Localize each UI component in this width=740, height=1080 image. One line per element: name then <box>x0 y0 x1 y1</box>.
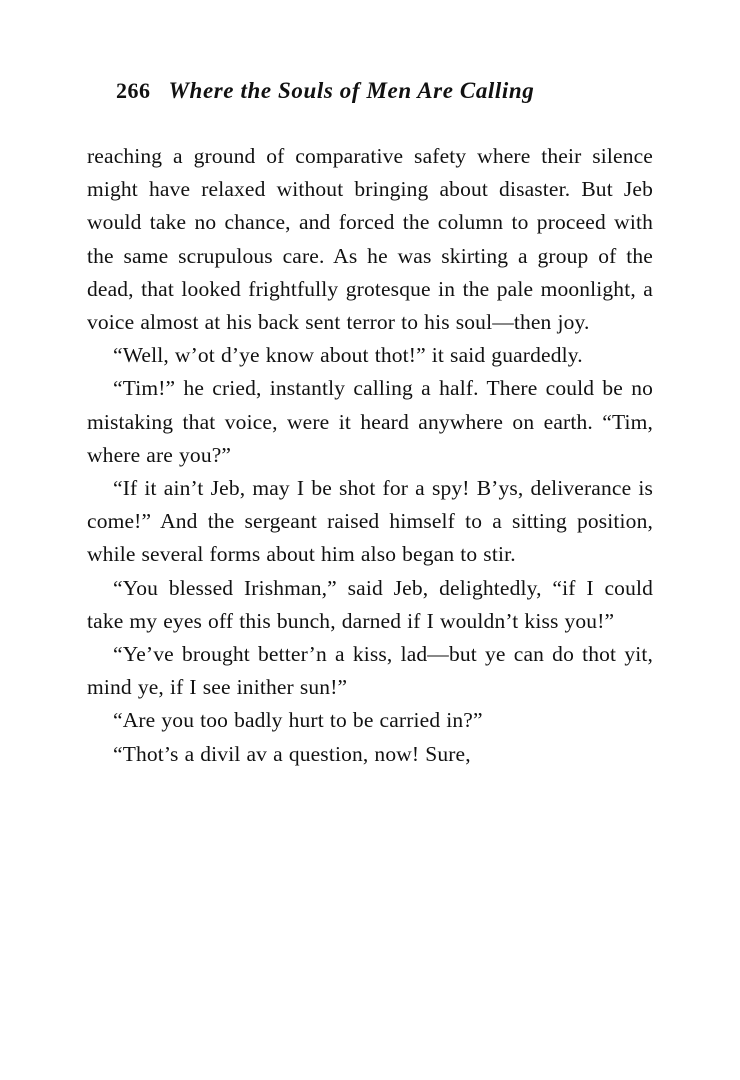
page-number: 266 <box>116 78 151 103</box>
paragraph: “Are you too badly hurt to be carried in?” <box>113 708 483 733</box>
paragraph: “You blessed Irishman,” said Jeb, delightedly, “if I could take my eyes off this bunch, darned if I wouldn’t kiss you!” <box>87 575 653 633</box>
paragraph: “Tim!” he cried, instantly calling a half. There could be no mistaking that voice, were it heard anywhere on earth. “Tim, where are you?” <box>87 376 653 467</box>
paragraph: “Thot’s a divil av a question, now! Sure, <box>113 741 471 766</box>
running-head <box>58 78 682 104</box>
paragraph: “If it ain’t Jeb, may I be shot for a spy! B’ys, deliverance is come!” And the sergeant raised himself to a sitting position, while several forms about him also began to stir. <box>87 476 653 567</box>
paragraph: “Ye’ve brought better’n a kiss, lad—but ye can do thot yit, mind ye, if I see inither sun!” <box>87 642 653 700</box>
paragraph: reaching a ground of comparative safety where their silence might have relaxed without bringing about disaster. But Jeb would take no chance, and forced the column to proceed with the same scrupulous care. As he was skirting a group of the dead, that looked frightfully grotesque in the pale moonlight, a voice almost at his back sent terror to his soul—then joy. <box>87 144 653 335</box>
body-text <box>87 140 653 771</box>
paragraph: “Well, w’ot d’ye know about thot!” it said guardedly. <box>113 343 583 368</box>
running-title: Where the Souls of Men Are Calling <box>168 78 535 103</box>
